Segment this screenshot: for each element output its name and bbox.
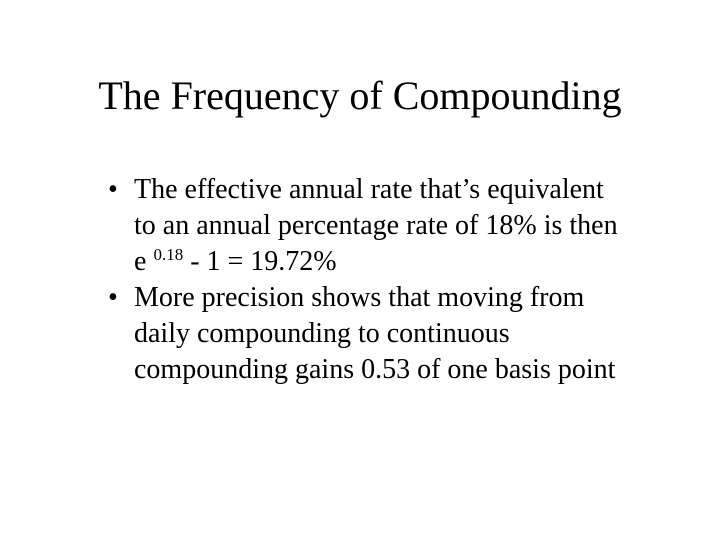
formula-exponent: 0.18 — [153, 245, 184, 264]
bullet-item-effective-rate — [0, 172, 720, 280]
bullet-text-line: daily compounding to continuous — [134, 318, 510, 349]
formula-result: - 1 = 19.72% — [190, 246, 337, 277]
bullet-marker: • — [108, 282, 118, 313]
bullet-text-line: More precision shows that moving from — [134, 282, 585, 313]
bullet-marker: • — [108, 174, 118, 205]
formula-base: e — [134, 246, 147, 277]
formula-line — [134, 244, 720, 280]
bullet-text-line: to an annual percentage rate of 18% is then — [134, 210, 618, 241]
bullet-text-line: compounding gains 0.53 of one basis point — [134, 354, 616, 385]
bullet-list — [0, 172, 720, 388]
slide-title: The Frequency of Compounding — [98, 73, 622, 118]
bullet-text-line: The effective annual rate that’s equivalent — [134, 174, 604, 205]
bullet-item-precision — [0, 280, 720, 388]
